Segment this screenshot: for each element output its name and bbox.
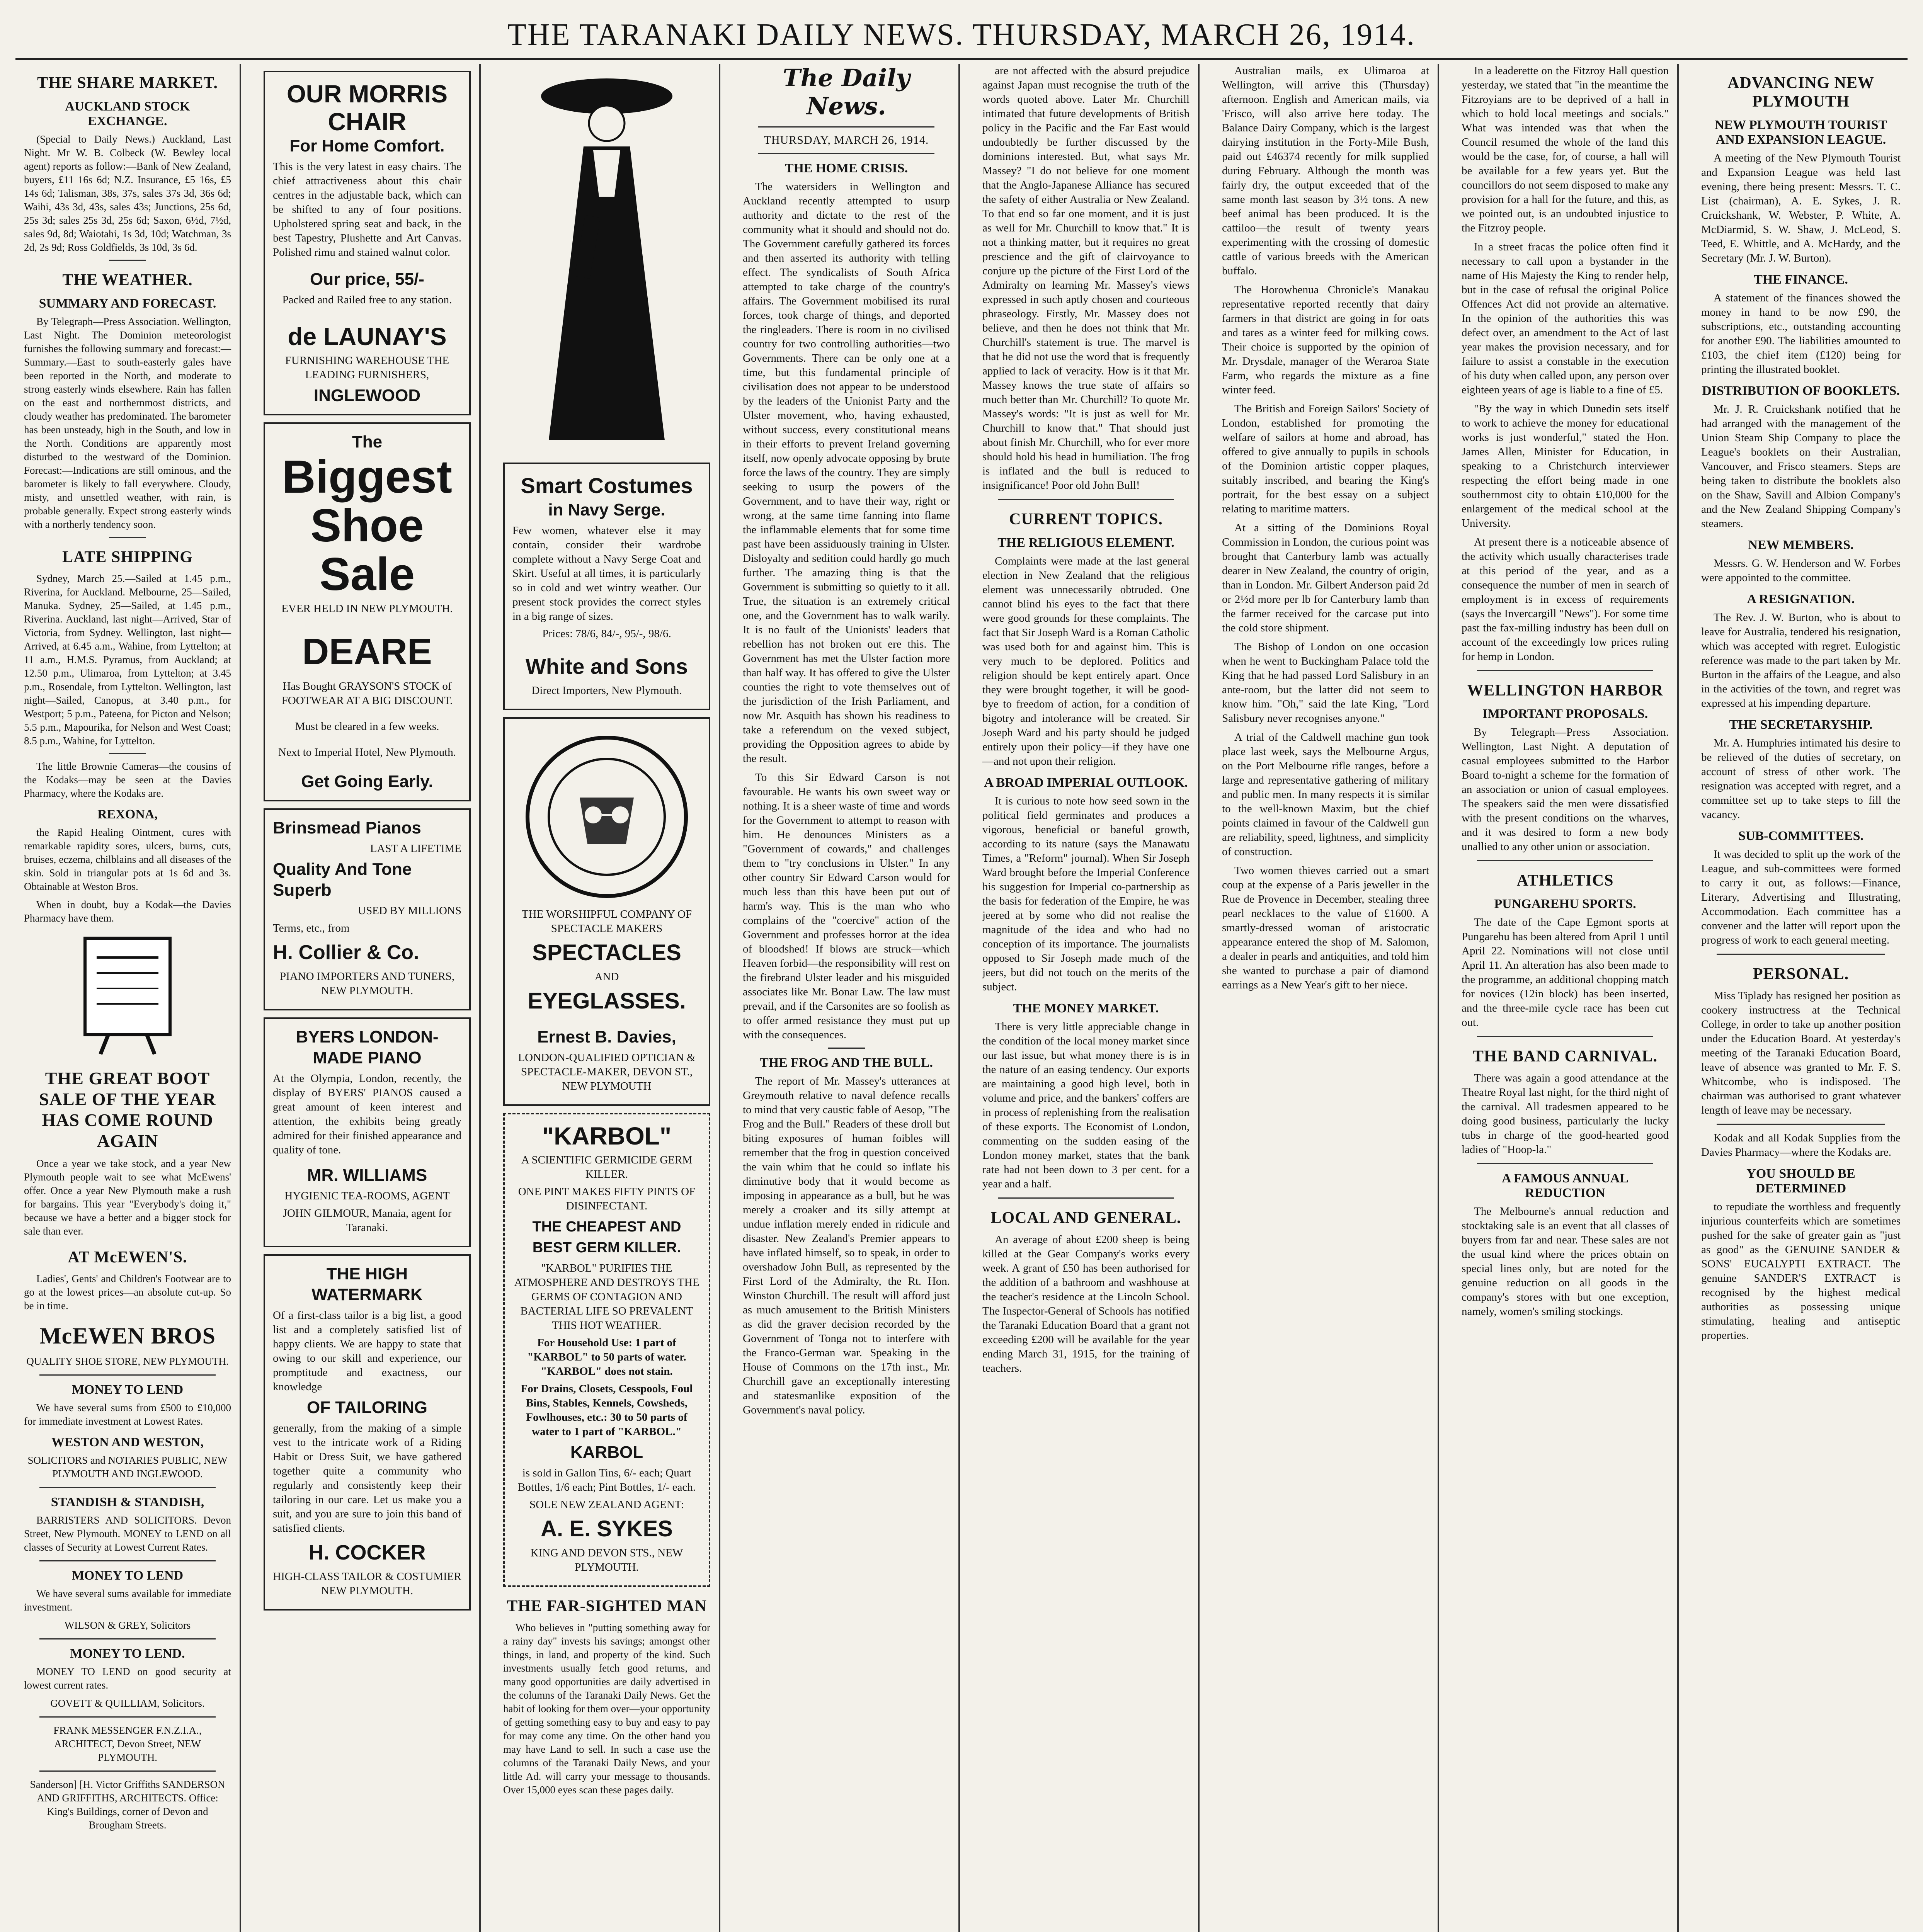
- religious-element-heading: THE RELIGIOUS ELEMENT.: [997, 536, 1174, 550]
- money-lend-text: We have several sums from £500 to £10,000 for immediate investment at Lowest Rates.: [24, 1402, 231, 1427]
- wellington-harbor-text: By Telegraph—Press Association. Wellington, Last Night. A deputation of casual employees submitted to the Harbor Board to-night a scheme for the formation of an association or union of casual employees. The speakers said the men were dissatisfied with the present conditions on the wharves, and it was desired to form a new body unallied to any other union or association.: [1462, 726, 1669, 853]
- morris-chair-ad: [264, 71, 471, 415]
- divider: [998, 499, 1174, 500]
- editorial-date: THURSDAY, MARCH 26, 1914.: [764, 134, 929, 146]
- sykes-sub: KING AND DEVON STS., NEW PLYMOUTH.: [530, 1547, 683, 1573]
- annual-reduction-heading: A FAMOUS ANNUAL REDUCTION: [1501, 1171, 1629, 1200]
- column-rule: [958, 64, 960, 1932]
- local-general-heading: LOCAL AND GENERAL.: [990, 1209, 1181, 1227]
- newspaper-reader-illustration: [70, 930, 185, 1058]
- shoe-sale-the: The: [352, 432, 383, 451]
- finance-heading: THE FINANCE.: [1754, 272, 1848, 287]
- morris-chair-note: Packed and Railed free to any station.: [282, 294, 452, 306]
- wilson-grey: WILSON & GREY, Solicitors: [64, 1619, 191, 1631]
- divider: [1717, 1124, 1885, 1125]
- divider: [39, 1716, 216, 1718]
- sub-committees-text: It was decided to split up the work of the League, and sub-committees were formed to carry it out, as follows:—Finance, Literary, Advertising and Illustrating, Accommodation. Each committee has a convener and the latter will report upon the progress of work to each general meeting.: [1701, 848, 1901, 946]
- brinsmead-quality: Quality And Tone Superb: [273, 860, 412, 900]
- sanderson-griffiths: Sanderson] [H. Victor Griffiths SANDERSON AND GRIFFITHS, ARCHITECTS. Office: King's Buildings, corner of Devon and Brougham Streets.: [30, 1779, 225, 1831]
- column-7: [1453, 64, 1677, 1932]
- davies-title: Ernest B. Davies,: [537, 1027, 676, 1046]
- shoe-sale-ad: [264, 422, 471, 801]
- dunedin-text: "By the way in which Dunedin sets itself to work to achieve the money for educational works is just wonderful," stated the Hon. James Allen, Minister for Education, in speaking to a Christchurch interviewer respecting the effort being made in one southernmost city to obtain £10,000 for the enlargement of the medical school at the University.: [1462, 403, 1669, 529]
- karbol-title-2: KARBOL: [570, 1443, 643, 1462]
- local-news-dominions: At a sitting of the Dominions Royal Commission in London, the curious point was brought that Canterbury lamb was actually dearer in New Zealand, the country of origin, than in London. Mr. Gilbert Anderson paid 2d or 2½d more per lb for Canterbury lamb than the farmer received for the carcase put into the cold store shipment.: [1222, 522, 1429, 634]
- wellington-harbor-heading: WELLINGTON HARBOR: [1467, 682, 1663, 699]
- divider: [758, 126, 934, 128]
- woman-in-costume-illustration: [526, 69, 688, 456]
- far-sighted-heading: THE FAR-SIGHTED MAN: [507, 1597, 707, 1615]
- watermark-title: THE HIGH WATERMARK: [311, 1264, 423, 1304]
- sykes-title: A. E. SYKES: [541, 1516, 673, 1541]
- sanders-heading: YOU SHOULD BE DETERMINED: [1746, 1167, 1855, 1196]
- sub-committees-heading: SUB-COMMITTEES.: [1738, 829, 1863, 843]
- kodak-notice: When in doubt, buy a Kodak—the Davies Pharmacy have them.: [24, 899, 231, 924]
- booklets-heading: DISTRIBUTION OF BOOKLETS.: [1702, 384, 1900, 398]
- navy-serge: in Navy Serge.: [548, 500, 665, 519]
- column-5: [974, 64, 1198, 1932]
- column-rule: [1198, 64, 1200, 1932]
- new-members-text: Messrs. G. W. Henderson and W. Forbes were appointed to the committee.: [1701, 557, 1901, 584]
- divider: [1717, 954, 1885, 955]
- booklets-text: Mr. J. R. Cruickshank notified that he had arranged with the management of the Union Steam Ship Company to place the League's booklets on their Australian, Vancouver, and Frisco steamers. Steps are being taken to distribute the booklets also on the Shaw, Savill and Albion Company's and the New Zealand Shipping Company's steamers.: [1701, 403, 1901, 530]
- column-4: [734, 64, 958, 1932]
- messenger-architect: FRANK MESSENGER F.N.Z.I.A., ARCHITECT, Devon Street, NEW PLYMOUTH.: [53, 1725, 202, 1763]
- shipping-heading: LATE SHIPPING: [62, 548, 193, 566]
- personal-text: Miss Tiplady has resigned her position as cookery instructress at the Technical College, in order to take up another position under the Education Board. At yesterday's meeting of the Taranaki Education Board, leave of absence was granted to Mr. F. S. Whitcombe, who is indisposed. The chairman was authorised to grant whatever length of leave may be necessary.: [1701, 990, 1901, 1116]
- athletics-heading: ATHLETICS: [1516, 872, 1614, 889]
- advancing-sub: NEW PLYMOUTH TOURIST AND EXPANSION LEAGUE.: [1714, 118, 1887, 147]
- column-8: [1693, 64, 1909, 1932]
- divider: [39, 1770, 216, 1772]
- delaunay-title: de LAUNAY'S: [288, 323, 447, 350]
- spectacles-ad: [503, 717, 710, 1106]
- divider: [109, 260, 146, 261]
- byers-text: At the Olympia, London, recently, the display of BYERS' PIANOS caused a great amount of keen interest and attention, the exhibits being greatly admired for their finished appearance and quality of tone.: [273, 1072, 461, 1156]
- column-6: [1213, 64, 1438, 1932]
- weather-heading: THE WEATHER.: [62, 271, 193, 289]
- column-rule: [1438, 64, 1439, 1932]
- morris-chair-subtitle: For Home Comfort.: [289, 136, 445, 155]
- karbol-subtitle: A SCIENTIFIC GERMICIDE GERM KILLER.: [521, 1154, 693, 1180]
- collier-sub: PIANO IMPORTERS AND TUNERS, NEW PLYMOUTH.: [279, 970, 455, 997]
- current-topics-heading: CURRENT TOPICS.: [1009, 510, 1163, 528]
- local-news-caldwell: A trial of the Caldwell machine gun took place last week, says the Melbourne Argus, on the Port Melbourne rifle ranges, before a large and representative gathering of military and public men. In many respects it is similar to the well-known Maxim, but the chief points claimed in favour of the Caldwell gun are reliability, speed, lightness, and simplicity of construction.: [1222, 731, 1429, 858]
- money-market-heading: THE MONEY MARKET.: [1013, 1001, 1159, 1015]
- williams-sub: HYGIENIC TEA-ROOMS, AGENT: [284, 1190, 450, 1202]
- far-sighted-text: Who believes in "putting something away for a rainy day" invests his savings; amongst other things, in land, and property of the kind. Such investments usually fetch good returns, and many good opportunities are daily advertised in the columns of the Taranaki Daily News. Get the habit of looking for them over—your opportunity of getting something easy to buy and easy to pay for may come any time. On the other hand you may have Land to sell. In such a case use the columns of the Taranaki Daily News, and your little Ad. will carry your message to thousands. Over 15,000 eyes scan these pages daily.: [503, 1622, 710, 1796]
- karbol-sold: is sold in Gallon Tins, 6/- each; Quart Bottles, 1/6 each; Pint Bottles, 1/- each.: [518, 1467, 696, 1493]
- brinsmead-used: USED BY MILLIONS: [358, 905, 461, 917]
- cocker-sub: HIGH-CLASS TAILOR & COSTUMIER NEW PLYMOUTH.: [273, 1570, 461, 1597]
- karbol-title: "KARBOL": [542, 1122, 672, 1150]
- smart-costumes-text: Few women, whatever else it may contain, consider their wardrobe complete without a Navy Serge Coat and Skirt. Useful at all times, it is particularly so in cold and wet wintry weather. Our present stock provides the correct styles in a big range of sizes.: [512, 524, 701, 622]
- brownie-notice: The little Brownie Cameras—the cousins of the Kodaks—may be seen at the Davies Pharmacy, where the Kodaks are.: [24, 760, 231, 799]
- davies-sub: LONDON-QUALIFIED OPTICIAN & SPECTACLE-MAKER, DEVON ST., NEW PLYMOUTH: [518, 1051, 696, 1092]
- advancing-heading: ADVANCING NEW PLYMOUTH: [1727, 74, 1874, 111]
- home-crisis-heading: THE HOME CRISIS.: [785, 161, 908, 175]
- eyeglasses-title: EYEGLASSES.: [528, 988, 686, 1014]
- byers-title: BYERS LONDON-MADE PIANO: [296, 1027, 439, 1067]
- rexona-text: the Rapid Healing Ointment, cures with remarkable rapidity sores, ulcers, burns, cuts, bruises, eczema, chilblains and all diseases of the skin. Sold in triangular pots at 1s 6d and 3s. Obtainable at Weston Bros.: [24, 827, 231, 892]
- column-rule: [1677, 64, 1679, 1932]
- money-lend-2-text: We have several sums available for immediate investment.: [24, 1588, 231, 1613]
- morris-chair-text: This is the very latest in easy chairs. The chief attractiveness about this chair centres in the adjustable back, which can be shifted to any of four positions. Upholstered spring seat and back, in the best Tapestry, Plushette and Art Canvas. Polished rimu and stained walnut color.: [273, 160, 461, 259]
- seal-caption: THE WORSHIPFUL COMPANY OF SPECTACLE MAKERS: [521, 908, 692, 935]
- finance-text: A statement of the finances showed the money in hand to be now £90, the subscriptions, etc., outstanding accounting for another £90. The liabilities amounted to £103, the chief item (£120) being for printing the illustrated booklet.: [1701, 292, 1901, 376]
- smart-costumes-prices: Prices: 78/6, 84/-, 95/-, 98/6.: [542, 628, 671, 640]
- deare-title: DEARE: [302, 631, 432, 672]
- column-1: [15, 64, 240, 1932]
- trade-text: At present there is a noticeable absence of the activity which usually characterises trade at this period of the year, and as a consequence the number of men in search of employment is in excess of requirements (says the Invercargill "News"). For some time past the fax-milling industry has been dull on account of the exceedingly low prices ruling for hemp in London.: [1462, 536, 1669, 663]
- personal-heading: PERSONAL.: [1753, 965, 1849, 983]
- deare-text: Has Bought GRAYSON'S STOCK of FOOTWEAR AT A BIG DISCOUNT.: [281, 680, 453, 707]
- next-to-imperial: Next to Imperial Hotel, New Plymouth.: [278, 746, 456, 759]
- mcewen-bros-sub: QUALITY SHOE STORE, NEW PLYMOUTH.: [26, 1355, 229, 1367]
- watermark-text: Of a first-class tailor is a big list, a good list and a completely satisfied list of happy clients. We are happy to state that owing to our skill and experience, our promptitude and exactness, our knowledge: [273, 1309, 461, 1393]
- divider: [39, 1374, 216, 1376]
- band-carnival-text: There was again a good attendance at the Theatre Royal last night, for the third night of the carnival. All tradesmen appeared to be doing good business, particularly the lucky tubs in charge of the good-hearted good ladies of "Hoop-la.": [1462, 1072, 1669, 1156]
- williams-title: MR. WILLIAMS: [307, 1166, 427, 1185]
- spectacles-title: SPECTACLES: [532, 940, 681, 965]
- mcewens-heading: AT McEWEN'S.: [68, 1248, 187, 1266]
- money-lend-3-text: MONEY TO LEND on good security at lowest current rates.: [24, 1666, 231, 1691]
- weston-heading: WESTON AND WESTON,: [51, 1435, 204, 1449]
- athletics-text: The date of the Cape Egmont sports at Pungarehu has been altered from April 1 until April 22. Nominations will not close until April 11. An alteration has also been made to the programme, an additional chopping match for novices (12in block) has been inserted, and the three-mile cycle race has been cut out.: [1462, 916, 1669, 1029]
- secretaryship-text: Mr. A. Humphries intimated his desire to be relieved of the duties of secretary, on account of stress of other work. The resignation was accepted with regret, and a committee set up to take steps to fill the vacancy.: [1701, 737, 1901, 821]
- column-3: [495, 64, 719, 1932]
- must-be-cleared: Must be cleared in a few weeks.: [295, 720, 439, 733]
- karbol-pint: ONE PINT MAKES FIFTY PINTS OF DISINFECTANT.: [518, 1185, 696, 1212]
- divider: [39, 1638, 216, 1639]
- wellington-harbor-sub: IMPORTANT PROPOSALS.: [1482, 707, 1648, 721]
- brinsmead-terms: Terms, etc., from: [273, 922, 350, 934]
- column-rule: [719, 64, 720, 1932]
- frog-bull-heading: THE FROG AND THE BULL.: [759, 1056, 933, 1070]
- divider: [1477, 860, 1653, 861]
- daily-news-title: The Daily News.: [783, 64, 910, 120]
- tailoring-title: OF TAILORING: [306, 1398, 428, 1417]
- divider: [109, 753, 146, 754]
- tailoring-text: generally, from the making of a simple vest to the intricate work of a Riding Habit or Dress Suit, we have gathered together quite a community who regularly and consistently keep their tailoring in our care. Let us make you a suit, and you are sure to join this band of satisfied clients.: [273, 1422, 461, 1534]
- masthead: THE TARANAKI DAILY NEWS. THURSDAY, MARCH 26, 1914.: [15, 12, 1908, 60]
- karbol-cheapest: THE CHEAPEST AND BEST GERM KILLER.: [532, 1219, 681, 1256]
- white-sons-sub: Direct Importers, New Plymouth.: [531, 684, 682, 697]
- column-rule: [240, 64, 241, 1932]
- column-rule: [479, 64, 481, 1932]
- money-lend-2-heading: MONEY TO LEND: [71, 1568, 184, 1583]
- street-fracas-text: In a street fracas the police often find it necessary to call upon a bystander in the name of His Majesty the King to render help, but in the case of refusal the original Police Offences Act did not provide an alternative. In the opinion of the authorities this was defect over, an amendment to the Act of last year makes the provision necessary, and for failure to assist a constable in the execution of his duty when called upon, any person over eighteen years of age is liable to a fine of £5.: [1462, 241, 1669, 396]
- white-sons-title: White and Sons: [526, 654, 688, 679]
- delaunay-subtitle: FURNISHING WAREHOUSE THE LEADING FURNISHERS,: [285, 354, 449, 381]
- spectacle-makers-seal-icon: [522, 732, 692, 902]
- brinsmead-last: LAST A LIFETIME: [370, 842, 461, 855]
- byers-ad: [264, 1017, 471, 1247]
- local-news-horowhenua: The Horowhenua Chronicle's Manakau representative reported recently that dairy farmers in that district are going in for oats and tares as a winter feed for milking cows. Their choice is supported by the opinion of Mr. Drysdale, manager of the Weraroa State Farm, who regards the mixture as a fine winter feed.: [1222, 284, 1429, 396]
- money-lend-heading: MONEY TO LEND: [71, 1383, 184, 1397]
- share-market-text: (Special to Daily News.) Auckland, Last Night. Mr W. B. Colbeck (W. Bewley local agent) reports as follow:—Bank of New Zealand, buyers, £11 16s 6d; N.Z. Insurance, £5 16s, £5 14s 6d; Talisman, 38s, 37s, sales 37s 3d, 36s 6d; Waihi, 43s 3d, 43s, sales 43s; Junctions, 25s 6d, 25s 3d; sales 25s 3d, 25s 6d; Saxon, 6½d, 7½d, sales 9d, 8d; Waiotahi, 1s 3d, 10d; Watchman, 3s 2d, 2s 9d; Ross Goldfields, 3s 10d, 3s 6d.: [24, 133, 231, 253]
- brinsmead-title: Brinsmead Pianos: [273, 818, 421, 837]
- inglewood: INGLEWOOD: [313, 386, 421, 405]
- collier-title: H. Collier & Co.: [273, 941, 419, 964]
- imperial-outlook-heading: A BROAD IMPERIAL OUTLOOK.: [984, 776, 1188, 790]
- new-members-heading: NEW MEMBERS.: [1748, 538, 1854, 552]
- divider: [1477, 1163, 1653, 1164]
- mcewens-text: Ladies', Gents' and Children's Footwear are to go at the lowest prices—an absolute cut-up. So be in time.: [24, 1273, 231, 1311]
- local-news-1: Australian mails, ex Ulimaroa at Wellington, will arrive this (Thursday) afternoon. English and American mails, via 'Frisco, will also arrive here today. The Balance Dairy Company, which is the largest dairying institution in the Forty-Mile Bush, paid out £46374 recently for milk supplied during February. Although the month was fairly dry, the output exceeded that of the same month last season by 3½ tons. A new beef animal has been produced. It is the cattiloo—the result of twenty years experimenting with the crossing of domestic cattle of various breeds with the American buffalo.: [1222, 65, 1429, 277]
- spectacles-and: AND: [594, 971, 619, 983]
- local-news-robbery: Two women thieves carried out a smart coup at the expense of a Paris jeweller in the Rue de Provence in December, stealing three pearl necklaces to the value of £1600. A smartly-dressed woman of aristocratic appearance entered the shop of M. Salomon, a dealer in pearls and antiquities, and told him she wanted to purchase a pair of diamond earrings as a New Year's gift to her niece.: [1222, 864, 1429, 991]
- get-going-early: Get Going Early.: [301, 772, 433, 791]
- karbol-household: For Household Use: 1 part of "KARBOL" to 50 parts of water. "KARBOL" does not stain.: [527, 1337, 686, 1378]
- divider: [1477, 1036, 1653, 1037]
- divider: [998, 1197, 1174, 1199]
- frog-bull-text: The report of Mr. Massey's utterances at Greymouth relative to naval defence recalls to mind that very caustic fable of Aesop, "The Frog and the Bull." Readers of these droll but biting exposures of human foibles will remember that the frog in question conceived the vain whim that he could so inflate his diminutive body that it would become as imposing in appearance as a bull, but he was merely a croaker and its silly attempt at undue inflation merely ended in ridicule and disaster. New Zealand's Premier appears to have inflated himself, so to speak, in order to overshadow John Bull, as represented by the First Lord of the Admiralty, the Rt. Hon. Winston Churchill. The result will afford just as much amusement to the British Ministers as did the graver decision recorded by the Government of Tonga not to interfere with the Franco-German war. Speaking in the House of Commons on the 17th inst., Mr. Churchill gave an exceptionally interesting and statesmanlike exposition of the Government's naval policy.: [743, 1075, 950, 1416]
- govett-quilliam: GOVETT & QUILLIAM, Solicitors.: [50, 1697, 205, 1709]
- shoe-sale-ever: EVER HELD IN NEW PLYMOUTH.: [281, 602, 453, 615]
- divider: [828, 1048, 865, 1049]
- karbol-text: "KARBOL" PURIFIES THE ATMOSPHERE AND DESTROYS THE GERMS OF CONTAGION AND BACTERIAL LIFE SO PREVALENT THIS HOT WEATHER.: [514, 1262, 699, 1332]
- religious-element-text: Complaints were made at the last general election in New Zealand that the religious element was unnecessarily obtruded. One cannot blind his eyes to the fact that there were good grounds for these complaints. The fact that Sir Joseph Ward is a Roman Catholic was used both for and against him. This is very much to be deplored. Politics and religion should be kept entirely apart. Once they were brought together, it will be good-bye to freedom of action, for a condition of bigotry and intolerance will be created. Sir Joseph Ward and his party should be judged entirely upon their policy—if they have one—and not upon their religion.: [982, 555, 1190, 767]
- smart-costumes-title: Smart Costumes: [521, 473, 693, 498]
- money-lend-3-heading: MONEY TO LEND.: [70, 1646, 185, 1661]
- home-crisis-text: The watersiders in Wellington and Auckland recently attempted to usurp authority and dictate to the rest of the community what it should and should not do. The Government carefully gathered its forces and then asserted its authority with telling effect. The syndicalists of South Africa attempted to take charge of the country's affairs. The Government mobilised its rural forces, took charge of things, and deported the ringleaders. There is room in no civilised country for two controlling authorities—two Governments. There can be only one at a time, but this fundamental principle of civilisation does not appear to be understood by the leaders of the Unionist Party and the Ulster movement, who, having exhausted, without success, every constitutional means in their efforts to prevent Ireland governing itself, now openly advocate opposing by brute force the laws of the country. They are simply seeking to usurp the powers of the Government, and to have their way, right or wrong, at the same time fanning into flame the inflammable elements that for some time past have been assiduously training in Ulster. Disloyalty and sedition could hardly go much further. The amazing thing is that the Government is submitting so quietly to it all. True, the situation is an extremely critical one, and the Government has to walk warily. It is no fault of the Unionists' leaders that rebellion has not broken out ere this. The Government has met the Ulster faction more than half way. It has offered to give the Ulster counties the right to vote themselves out of the jurisdiction of the Irish Parliament, and now Mr. Asquith has shown his readiness to take a referendum on the vexed subject, providing the Opposition agrees to abide by the result.: [743, 180, 950, 765]
- local-general-text: An average of about £200 sheep is being killed at the Gear Company's works every week. A grant of £50 has been authorised for the addition of a bathroom and washhouse at the teacher's residence at the Lincoln School. The Inspector-General of Schools has notified the Taranaki Education Board that a grant not exceeding £200 will be available for the year ending March 31, 1915, for the training of teachers.: [982, 1233, 1190, 1374]
- weather-subheading: SUMMARY AND FORECAST.: [39, 296, 216, 311]
- resignation-heading: A RESIGNATION.: [1747, 592, 1855, 606]
- watermark-ad: [264, 1254, 471, 1611]
- standish-heading: STANDISH & STANDISH,: [51, 1495, 204, 1509]
- advancing-text: A meeting of the New Plymouth Tourist and Expansion League was held last evening, there being present: Messrs. T. C. List (chairman), A. E. Sykes, J. R. Cruickshank, W. Webster, P. White, A. McDiarmid, S. W. Shaw, J. McLeod, S. Teed, E. Whittle, and A. McHardy, and the Secretary (Mr. J. W. Burton).: [1701, 152, 1901, 264]
- karbol-drains: For Drains, Closets, Cesspools, Foul Bins, Stables, Kennels, Cowsheds, Fowlhouses, etc.: 30 to 50 parts of water to 1 part of "KARBOL.": [521, 1383, 693, 1438]
- boot-sale-text: Once a year we take stock, and a year New Plymouth people wait to see what McEwens' offer. Once a year New Plymouth make a rush for bargains. This year "Everybody's doing it," because we have a better and a bigger stock for sale than ever.: [24, 1158, 231, 1237]
- morris-chair-price: Our price, 55/-: [310, 270, 424, 289]
- brinsmead-ad: [264, 808, 471, 1010]
- local-news-sailors: The British and Foreign Sailors' Society of London, established for promoting the welfare of sailors at home and abroad, has offered to give annually to pupils in schools of the Dominion artistic copper plaques, suitably inscribed, and bearing the King's portrait, for the best essay on a subject relating to maritime matters.: [1222, 403, 1429, 515]
- weather-text: By Telegraph—Press Association. Wellington, Last Night. The Dominion meteorologist furnishes the following summary and forecast:—Summary.—East to south-easterly gales have been reported in the North, and moderate to strong easterly winds elsewhere. Rain has fallen on the east and northernmost districts, and cloudy weather has predominated. The barometer has been unsteady, high in the South, and low in the North. Conditions are apparently most disturbed to the westward of the Dominion. Forecast:—Indications are still ominous, and the barometer is likely to fall everywhere. Cloudy, misty, and unsettled weather, with rain, is probable generally. Expect strong easterly winds with a northerly tendency soon.: [24, 316, 231, 530]
- resignation-text: The Rev. J. W. Burton, who is about to leave for Australia, tendered his resignation, which was accepted with regret. Eulogistic reference was made to the part taken by Mr. Burton in the affairs of the League, and also in the activities of the town, and regret was expressed at his impending departure.: [1701, 611, 1901, 709]
- local-news-bishop: The Bishop of London on one occasion when he went to Buckingham Palace told the King that he had passed Lord Salisbury in an ante-room, but the latter did not seem to know him. "Oh," said the late King, "Lord Salisbury never recognises anyone.": [1222, 641, 1429, 724]
- divider: [39, 1560, 216, 1561]
- divider: [758, 153, 934, 154]
- rexona-heading: REXONA,: [97, 807, 158, 821]
- divider: [1477, 670, 1653, 671]
- standish-text: BARRISTERS AND SOLICITORS. Devon Street, New Plymouth. MONEY to LEND on all classes of Security at Lowest Current Rates.: [24, 1514, 231, 1553]
- share-market-subheading: AUCKLAND STOCK EXCHANGE.: [65, 99, 190, 128]
- band-carnival-heading: THE BAND CARNIVAL.: [1472, 1048, 1658, 1065]
- annual-reduction-text: The Melbourne's annual reduction and stocktaking sale is an event that all classes of buyers from far and near. These sales are not the usual kind where the prices obtain on special lines only, but are noted for the genuine reduction on all goods in the company's stores with but one exception, namely, women's smiling stockings.: [1462, 1205, 1669, 1318]
- divider: [39, 1487, 216, 1488]
- boot-sale-heading: THE GREAT BOOT SALE OF THE YEAR HAS COME ROUND AGAIN: [39, 1068, 216, 1151]
- gilmour-agent: JOHN GILMOUR, Manaia, agent for Taranaki.: [282, 1207, 452, 1234]
- weston-sub: SOLICITORS and NOTARIES PUBLIC, NEW PLYMOUTH AND INGLEWOOD.: [27, 1454, 228, 1480]
- shipping-text: Sydney, March 25.—Sailed at 1.45 p.m., Riverina, for Auckland. Melbourne, 25—Sailed, Manuka. Sydney, 25—Sailed, at 1.45 p.m., Riverina. Auckland, last night—Arrived, Star of Victoria, from Sydney. Wellington, last night—Arrived, at 6.45 a.m., Wahine, from Lyttelton; at 11 a.m., H.M.S. Pyramus, from Auckland; at 12.50 p.m., Ulimaroa, from Lyttelton; at 3.45 p.m., Rosendale, from Lyttelton. Wellington, last night—Sailed, Canopus, at 3.40 p.m., for Westport; 5 p.m., Pateena, for Picton and Nelson; 5.5 p.m., Mapourika, for Nelson and West Coast; 8.5 p.m., Wahine, for Lyttelton.: [24, 573, 231, 747]
- fitzroy-hall-text: In a leaderette on the Fitzroy Hall question yesterday, we stated that "in the meantime the Fitzroyians are to be deprived of a hall in which to hold local meetings and socials." What was intended was that when the Council resumed the whole of the land this would be the case, for, of course, a hall will be available for a few years yet. But the councillors do not seem disposed to make any provision for a hall for the future, and this, as we pointed out, is an undoubted injustice to the Fitzroy people.: [1462, 65, 1669, 234]
- karbol-sole-agent: SOLE NEW ZEALAND AGENT:: [529, 1498, 684, 1511]
- sanders-text: to repudiate the worthless and frequently injurious counterfeits which are sometimes pushed for the sake of greater gain as "just as good" as the GENUINE SANDER & SONS' EUCALYPTI EXTRACT. The genuine SANDER'S EXTRACT is recognised by the highest medical authorities as possessing unique stimulating, healing and antiseptic properties.: [1701, 1201, 1901, 1342]
- cocker-title: H. COCKER: [308, 1541, 426, 1564]
- morris-chair-title: OUR MORRIS CHAIR: [287, 80, 448, 136]
- editorial-continued: are not affected with the absurd prejudice against Japan must recognise the truth of the words quoted above. Later Mr. Churchill intimated that future developments of British policy in the Pacific and the Far East would undoubtedly be further discussed by the dominions interested. But, what says Mr. Massey? "I do not believe for one moment that the Anglo-Japanese Alliance has secured the safety of either Australia or New Zealand. To that end so far one moment, and it is just as well for Mr. Churchill to know that." It is not a thinking matter, but it requires no great prescience and the gift of clairvoyance to conjure up the picture of the First Lord of the Admiralty on learning Mr. Massey's views expressed in such aptly chosen and courteous phraseology. Firstly, Mr. Massey does not believe, and then he does not think that Mr. Churchill's statement is true. The marvel is that he did not use the word that is frequently applied to lack of veracity. How is it that Mr. Massey knows the true state of affairs so much better than Mr. Churchill? To quote Mr. Massey's words: "It is just as well for Mr. Churchill to know that." That should just about finish Mr. Churchill, who for ever more should hold his head in humiliation. The frog is inflated and the bull is reduced to insignificance! Poor old John Bull!: [982, 65, 1190, 492]
- share-market-heading: THE SHARE MARKET.: [37, 74, 218, 92]
- mcewen-bros-heading: McEWEN BROS: [39, 1323, 216, 1349]
- athletics-sub: PUNGAREHU SPORTS.: [1494, 897, 1636, 911]
- home-crisis-text-2: To this Sir Edward Carson is not favourable. He wants his own sweet way or nothing. It is a sheer waste of time and words for the Government to attempt to reason with him. He denounces Ministers as a "Government of cowards," and challenges them to "try conclusions in Ulster." In any other country Sir Edward Carson would for much less than this have been put out of harm's way. This is the man who who complains of the "coercive" action of the Government and professes horror at the idea of bloodshed! If blows are struck—which Heaven forbid—the responsibility will rest on the firebrand Ulster leader and his misguided associates like Mr. Bonar Law. The law must prevail, and if the Carsonites are so foolish as to offer armed resistance they must put up with the consequences.: [743, 771, 950, 1041]
- karbol-ad: [503, 1113, 710, 1587]
- column-2: [255, 64, 479, 1932]
- shoe-sale-title: Biggest Shoe Sale: [282, 451, 453, 600]
- divider: [109, 537, 146, 538]
- money-market-text: There is very little appreciable change in the condition of the local money market since our last issue, but what money there is is in the nature of an easing tendency. Our exports are maintaining a good high level, both in volume and price, and the bankers' coffers are in process of replenishing from the realisation of these exports. The Economist of London, commenting on the sudden easing of the London money market, states that the bank rate had not been down to 3 per cent. for a year and a half.: [982, 1020, 1190, 1190]
- secretaryship-heading: THE SECRETARYSHIP.: [1729, 718, 1873, 732]
- kodak-supplies-notice: Kodak and all Kodak Supplies from the Davies Pharmacy—where the Kodaks are.: [1701, 1132, 1901, 1158]
- smart-costumes-ad: [503, 463, 710, 710]
- imperial-outlook-text: It is curious to note how seed sown in the political field germinates and produces a vigorous, beneficial or baneful growth, according to its nature (says the Manawatu Times, a "Reform" journal). When Sir Joseph Ward brought before the Imperial Conference his suggestion for Imperial co-partnership as the basis for federation of the Empire, he was jeered at by some who did not realise the magnitude of the idea and who had no conception of its importance. The journalists opposed to Sir Joseph made much of the jeers, but did not touch on the merits of the subject.: [982, 795, 1190, 993]
